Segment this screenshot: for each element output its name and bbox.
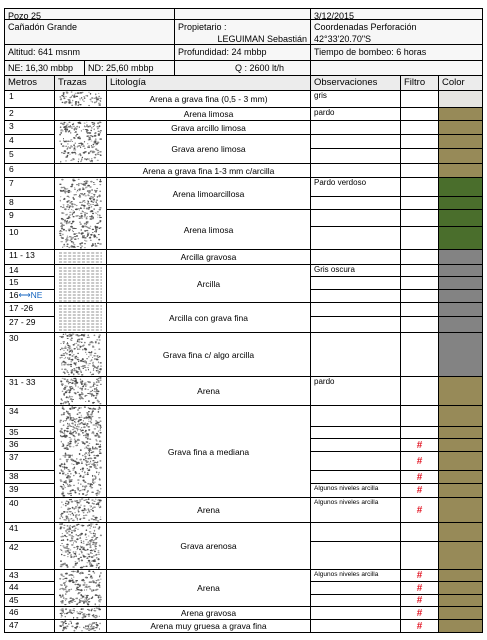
filter-cell <box>400 522 439 542</box>
color-swatch <box>438 276 483 290</box>
filter-mark: # <box>416 504 423 516</box>
filter-mark: # <box>416 595 423 606</box>
color-swatch <box>438 451 483 471</box>
color-swatch <box>438 107 483 121</box>
observation-cell <box>310 470 401 484</box>
depth-value: 16 <box>9 290 19 300</box>
lithology-cell <box>106 264 311 303</box>
lithology-label: Arena limosa <box>183 109 234 119</box>
depth-cell: 38 <box>4 470 55 484</box>
color-swatch <box>438 148 483 164</box>
filter-cell <box>400 606 439 620</box>
gravel-pattern <box>54 606 107 620</box>
clay-pattern <box>54 249 107 265</box>
observation-cell <box>310 405 401 427</box>
lithology-trace <box>54 163 107 178</box>
lithology-cell <box>106 302 311 333</box>
filter-cell <box>400 405 439 427</box>
filter-cell <box>400 209 439 227</box>
observation-cell <box>310 606 401 620</box>
lithology-label: Grava fina c/ algo arcilla <box>162 349 255 360</box>
owner-block <box>174 19 311 45</box>
filter-cell <box>400 163 439 178</box>
filter-cell <box>400 177 439 197</box>
filter-mark: # <box>416 607 423 619</box>
filter-cell <box>400 438 439 452</box>
lithology-cell <box>106 405 311 498</box>
color-swatch <box>438 209 483 227</box>
lithology-cell <box>106 619 311 633</box>
depth-cell: 45 <box>4 594 55 607</box>
color-swatch <box>438 497 483 523</box>
column-header-color: Color <box>438 75 483 91</box>
depth-cell: 47 <box>4 619 55 633</box>
filter-mark: # <box>416 455 423 467</box>
lithology-label: Arena gravosa <box>180 608 237 618</box>
lithology-trace <box>54 107 107 121</box>
filter-cell <box>400 451 439 471</box>
observation-cell <box>310 438 401 452</box>
color-swatch <box>438 196 483 210</box>
depth-cell: 10 <box>4 226 55 250</box>
gravel-pattern <box>54 405 107 498</box>
color-swatch <box>438 619 483 633</box>
color-swatch <box>438 302 483 317</box>
depth-cell: 34 <box>4 405 55 427</box>
observation-cell <box>310 316 401 333</box>
lithology-cell <box>106 90 311 108</box>
filter-mark: # <box>416 620 423 632</box>
color-swatch <box>438 177 483 197</box>
depth-cell: 46 <box>4 606 55 620</box>
gravel-pattern <box>54 120 107 164</box>
observation-cell <box>310 196 401 210</box>
water-level-marker: NE <box>30 290 43 300</box>
lithology-cell <box>106 332 311 377</box>
lithology-cell <box>106 376 311 406</box>
observation-cell <box>310 249 401 265</box>
gravel-pattern <box>54 90 107 108</box>
depth-label: Profundidad: 24 mbbp <box>174 44 311 61</box>
depth-cell: 42 <box>4 541 55 570</box>
depth-cell: 8 <box>4 196 55 210</box>
color-swatch <box>438 606 483 620</box>
observation-cell: Algunos niveles arcilla <box>310 569 401 582</box>
color-swatch <box>438 120 483 135</box>
lithology-cell <box>106 522 311 570</box>
color-swatch <box>438 438 483 452</box>
lithology-label: Grava arcillo limosa <box>171 122 246 133</box>
clay-pattern <box>54 264 107 303</box>
depth-cell: 43 <box>4 569 55 582</box>
flow-label: Q : 2600 lt/h <box>174 60 311 76</box>
gravel-pattern <box>54 569 107 607</box>
color-swatch <box>438 332 483 377</box>
owner-name: LEGUIMAN Sebastián <box>217 34 307 44</box>
filter-cell <box>400 289 439 303</box>
depth-cell: 27 - 29 <box>4 316 55 333</box>
observation-cell <box>310 120 401 135</box>
color-swatch <box>438 316 483 333</box>
filter-cell <box>400 276 439 290</box>
depth-cell <box>4 289 55 303</box>
lithology-label: Arena muy gruesa a grava fina <box>150 621 267 631</box>
gravel-pattern <box>54 619 107 633</box>
lithology-cell <box>106 606 311 620</box>
header-blank-2 <box>310 60 483 76</box>
depth-cell: 17 -26 <box>4 302 55 317</box>
color-swatch <box>438 90 483 108</box>
depth-cell: 4 <box>4 134 55 149</box>
depth-cell: 36 <box>4 438 55 452</box>
observation-cell: Pardo verdoso <box>310 177 401 197</box>
gravel-pattern <box>54 332 107 377</box>
filter-cell <box>400 541 439 570</box>
column-header-filtro: Filtro <box>400 75 439 91</box>
lithology-label: Arena <box>197 386 220 396</box>
color-swatch <box>438 483 483 498</box>
lithology-label: Arcilla con grava fina <box>169 312 248 323</box>
location-label: Cañadón Grande <box>4 19 175 45</box>
depth-cell: 11 - 13 <box>4 249 55 265</box>
filter-mark: # <box>416 439 423 451</box>
ne-label: NE: 16,30 mbbp <box>4 60 85 76</box>
filter-mark: # <box>416 582 423 594</box>
depth-cell: 35 <box>4 426 55 439</box>
lithology-cell <box>106 134 311 164</box>
filter-cell <box>400 90 439 108</box>
depth-cell: 44 <box>4 581 55 595</box>
filter-mark: # <box>416 485 423 496</box>
observation-cell: Algunos niveles arcilla <box>310 483 401 498</box>
owner-label: Propietario : <box>178 22 227 32</box>
column-header-metros: Metros <box>4 75 55 91</box>
lithology-cell <box>106 120 311 135</box>
depth-cell: 2 <box>4 107 55 121</box>
filter-cell <box>400 470 439 484</box>
filter-cell <box>400 107 439 121</box>
filter-cell <box>400 249 439 265</box>
color-swatch <box>438 522 483 542</box>
lithology-cell <box>106 177 311 210</box>
observation-cell <box>310 226 401 250</box>
observation-cell <box>310 163 401 178</box>
column-header-trazas: Trazas <box>54 75 107 91</box>
lithology-cell <box>106 569 311 607</box>
observation-cell: Algunos niveles arcilla <box>310 497 401 523</box>
depth-cell: 40 <box>4 497 55 523</box>
latitude-value: 42°33'20.70"S <box>314 34 372 44</box>
lithology-label: Arena a grava fina (0,5 - 3 mm) <box>149 94 268 104</box>
coordinates-title: Coordenadas Perforación <box>314 22 417 32</box>
filter-cell <box>400 316 439 333</box>
nd-label: ND: 25,60 mbbp <box>84 60 175 76</box>
observation-cell <box>310 302 401 317</box>
observation-cell <box>310 209 401 227</box>
filter-cell <box>400 483 439 498</box>
lithology-label: Grava areno limosa <box>171 144 246 154</box>
depth-cell: 30 <box>4 332 55 377</box>
depth-cell: 5 <box>4 148 55 164</box>
coordinates-block <box>310 19 483 45</box>
filter-cell <box>400 196 439 210</box>
altitude-label: Altitud: 641 msnm <box>4 44 175 61</box>
depth-cell: 14 <box>4 264 55 277</box>
filter-cell <box>400 332 439 377</box>
depth-cell: 31 - 33 <box>4 376 55 406</box>
lithology-label: Arena <box>197 505 220 515</box>
filter-cell <box>400 376 439 406</box>
depth-cell: 37 <box>4 451 55 471</box>
lithology-cell <box>106 209 311 250</box>
depth-cell: 1 <box>4 90 55 108</box>
color-swatch <box>438 249 483 265</box>
lithology-cell <box>106 163 311 178</box>
observation-cell <box>310 581 401 595</box>
depth-cell: 3 <box>4 120 55 135</box>
color-swatch <box>438 289 483 303</box>
observation-cell <box>310 276 401 290</box>
lithology-label: Grava fina a mediana <box>167 446 250 457</box>
depth-cell: 7 <box>4 177 55 197</box>
color-swatch <box>438 376 483 406</box>
observation-cell: pardo <box>310 107 401 121</box>
filter-cell <box>400 134 439 149</box>
filter-mark: # <box>416 570 423 581</box>
depth-cell: 6 <box>4 163 55 178</box>
gravel-pattern <box>54 376 107 406</box>
lithology-cell <box>106 249 311 265</box>
filter-cell <box>400 120 439 135</box>
gravel-pattern <box>54 522 107 570</box>
observation-cell <box>310 619 401 633</box>
lithology-label: Arcilla <box>196 278 221 289</box>
filter-cell <box>400 581 439 595</box>
lithology-label: Grava arenosa <box>180 541 237 551</box>
color-swatch <box>438 163 483 178</box>
lithology-label: Arcilla gravosa <box>180 252 237 262</box>
lithology-label: Arena <box>197 583 220 593</box>
color-swatch <box>438 470 483 484</box>
observation-cell <box>310 289 401 303</box>
observation-cell: gris <box>310 90 401 108</box>
pump-time-label: Tiempo de bombeo: 6 horas <box>310 44 483 61</box>
gravel-pattern <box>54 177 107 250</box>
depth-cell: 9 <box>4 209 55 227</box>
date-label: 3/12/2015 <box>310 8 483 20</box>
filter-mark: # <box>416 471 423 483</box>
gravel-pattern <box>54 497 107 523</box>
column-header-litologia: Litología <box>106 75 311 91</box>
observation-cell <box>310 522 401 542</box>
observation-cell: pardo <box>310 376 401 406</box>
observation-cell <box>310 134 401 149</box>
lithology-cell <box>106 497 311 523</box>
clay-pattern <box>54 302 107 333</box>
filter-cell <box>400 619 439 633</box>
depth-cell: 41 <box>4 522 55 542</box>
pozo-label: Pozo 25 <box>4 8 175 20</box>
column-header-observaciones: Observaciones <box>310 75 401 91</box>
color-swatch <box>438 405 483 427</box>
filter-cell <box>400 497 439 523</box>
lithology-label: Arena limoarcillosa <box>172 188 245 199</box>
lithology-cell <box>106 107 311 121</box>
observation-cell <box>310 541 401 570</box>
color-swatch <box>438 541 483 570</box>
lithology-label: Arena limosa <box>183 224 234 235</box>
color-swatch <box>438 581 483 595</box>
depth-cell: 15 <box>4 276 55 290</box>
filter-cell <box>400 226 439 250</box>
observation-cell <box>310 451 401 471</box>
observation-cell: Gris oscura <box>310 264 401 277</box>
color-swatch <box>438 134 483 149</box>
observation-cell <box>310 332 401 377</box>
filter-cell <box>400 148 439 164</box>
water-level-arrow-icon: ⟷ <box>18 290 31 300</box>
color-swatch <box>438 226 483 250</box>
filter-cell <box>400 302 439 317</box>
observation-cell <box>310 148 401 164</box>
depth-cell: 39 <box>4 483 55 498</box>
lithology-label: Arena a grava fina 1-3 mm c/arcilla <box>142 165 275 176</box>
